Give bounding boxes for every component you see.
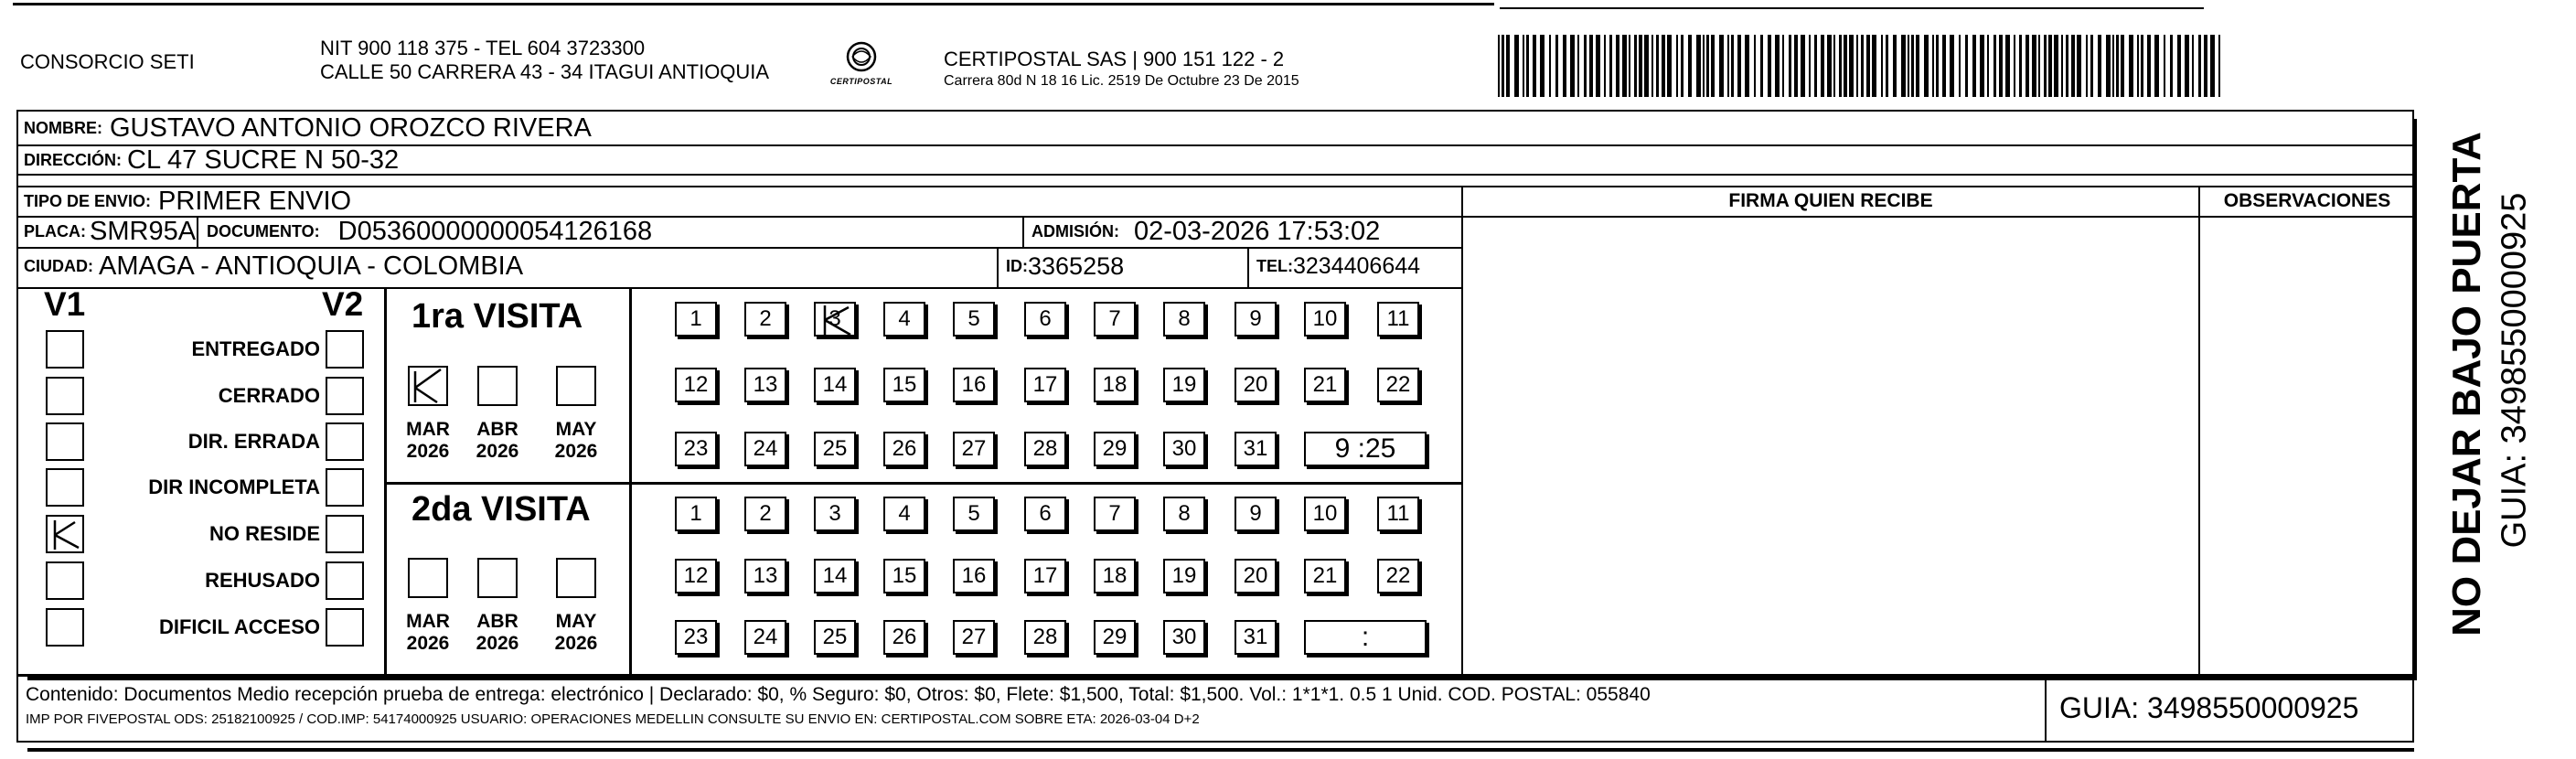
- day-number: 3: [828, 306, 841, 331]
- month-year: 2026: [476, 441, 519, 462]
- footer-frame-right: [2412, 677, 2414, 743]
- barcode-bar: [1609, 35, 1612, 97]
- row-line: [384, 482, 1461, 485]
- tipo-row: [18, 187, 351, 215]
- day-checkbox[interactable]: 29: [1094, 432, 1136, 466]
- barcode-bar: [1801, 35, 1805, 97]
- id-row: [1000, 252, 1124, 280]
- day-checkbox[interactable]: 16: [953, 368, 995, 402]
- footer-frame-left: [16, 677, 18, 743]
- row-line: [16, 186, 2414, 187]
- barcode-bar: [1932, 35, 1934, 97]
- v1-checkbox[interactable]: [46, 468, 84, 507]
- day-checkbox[interactable]: 12: [675, 368, 717, 402]
- barcode-bar: [1681, 35, 1683, 97]
- barcode-bar: [1563, 35, 1566, 97]
- barcode-bar: [1644, 35, 1649, 97]
- placa-row: [18, 218, 197, 245]
- barcode-bar: [1727, 35, 1729, 97]
- day-checkbox[interactable]: 11: [1377, 497, 1419, 531]
- col-line: [384, 287, 387, 674]
- barcode-bar: [1886, 35, 1888, 97]
- status-label: DIR. ERRADA: [187, 430, 320, 453]
- month-checkbox[interactable]: [408, 366, 448, 406]
- day-checkbox[interactable]: 11: [1377, 302, 1419, 337]
- barcode-bar: [1711, 35, 1715, 97]
- month-checkbox[interactable]: [477, 558, 518, 598]
- barcode-bar: [2154, 35, 2159, 97]
- day-checkbox[interactable]: 18: [1094, 368, 1136, 402]
- barcode-bar: [2210, 35, 2215, 97]
- id-label: ID:: [1006, 256, 1028, 275]
- barcode-bar: [2054, 35, 2058, 97]
- observaciones-header: OBSERVACIONES: [2223, 190, 2391, 211]
- day-checkbox[interactable]: 28: [1024, 620, 1066, 655]
- barcode-bar: [1596, 35, 1600, 97]
- ciudad-value: AMAGA - ANTIOQUIA - COLOMBIA: [99, 251, 524, 281]
- status-label: REHUSADO: [205, 569, 320, 592]
- barcode-bar: [1629, 35, 1630, 97]
- day-checkbox[interactable]: 16: [953, 559, 995, 593]
- month-name: MAY: [555, 611, 597, 632]
- day-checkbox[interactable]: 19: [1163, 559, 1205, 593]
- day-checkbox[interactable]: 28: [1024, 432, 1066, 466]
- barcode-bar: [1656, 35, 1659, 97]
- barcode-bar: [1872, 35, 1876, 97]
- barcode-bar: [1589, 35, 1593, 97]
- day-checkbox[interactable]: 9: [1235, 302, 1277, 337]
- v1-checkbox[interactable]: [46, 377, 84, 415]
- barcode-bar: [1809, 35, 1811, 97]
- barcode-bar: [1856, 35, 1858, 97]
- barcode-bar: [2185, 35, 2189, 97]
- day-checkbox[interactable]: [814, 302, 856, 337]
- barcode-bar: [2192, 35, 2194, 97]
- barcode-bar: [2141, 35, 2143, 97]
- month-label: [401, 419, 455, 463]
- direccion-value: CL 47 SUCRE N 50-32: [127, 144, 400, 175]
- tipo-value: PRIMER ENVIO: [158, 186, 352, 216]
- certipostal-logo: [816, 37, 907, 95]
- barcode-bar: [1924, 35, 1929, 97]
- month-checkbox[interactable]: [477, 366, 518, 406]
- footer-divider: [2045, 677, 2047, 743]
- day-checkbox[interactable]: 1: [675, 302, 717, 337]
- day-checkbox[interactable]: 14: [814, 368, 856, 402]
- month-name: MAR: [406, 611, 450, 632]
- barcode-bar: [2106, 35, 2111, 97]
- day-checkbox[interactable]: 18: [1094, 559, 1136, 593]
- barcode-bar: [1901, 35, 1906, 97]
- day-checkbox[interactable]: 25: [814, 432, 856, 466]
- day-checkbox[interactable]: 13: [744, 559, 786, 593]
- day-checkbox[interactable]: 24: [744, 432, 786, 466]
- day-checkbox[interactable]: 10: [1304, 302, 1346, 337]
- barcode-bar: [2121, 35, 2124, 97]
- day-checkbox[interactable]: 20: [1235, 559, 1277, 593]
- barcode-bar: [1794, 35, 1798, 97]
- barcode-bar: [1526, 35, 1529, 97]
- barcode-bar: [1775, 35, 1780, 97]
- day-checkbox[interactable]: 6: [1024, 302, 1066, 337]
- day-checkbox[interactable]: 27: [953, 620, 995, 655]
- direccion-row: [18, 146, 399, 174]
- month-label: [401, 611, 455, 655]
- barcode-bar: [1861, 35, 1864, 97]
- day-checkbox[interactable]: 8: [1163, 302, 1205, 337]
- barcode-bar: [1639, 35, 1642, 97]
- v2-checkbox[interactable]: [326, 561, 364, 600]
- placa-label: PLACA:: [24, 221, 86, 241]
- barcode-bar: [2218, 35, 2220, 97]
- barcode-bar: [1833, 35, 1835, 97]
- col-line: [629, 287, 632, 674]
- company-name: CONSORCIO SETI: [20, 50, 195, 73]
- ciudad-label: CIUDAD:: [24, 256, 93, 275]
- barcode-bar: [2019, 35, 2022, 97]
- bottom-rule: [27, 748, 2414, 752]
- main-frame-shadow-bottom: [27, 677, 2417, 680]
- month-name: ABR: [476, 419, 518, 440]
- barcode-bar: [1839, 35, 1842, 97]
- v2-checkbox[interactable]: [326, 608, 364, 647]
- barcode-bar: [2129, 35, 2133, 97]
- barcode-bar: [2005, 35, 2010, 97]
- barcode-bar: [1514, 35, 1519, 97]
- barcode-bar: [2044, 35, 2047, 97]
- barcode-bar: [1719, 35, 1724, 97]
- direccion-label: DIRECCIÓN:: [24, 150, 122, 169]
- tel-value: 3234406644: [1293, 252, 1421, 279]
- day-checkbox[interactable]: 21: [1304, 559, 1346, 593]
- barcode-bar: [1999, 35, 2003, 97]
- status-label: ENTREGADO: [191, 337, 320, 360]
- barcode-bar: [1731, 35, 1734, 97]
- day-checkbox[interactable]: 31: [1235, 620, 1277, 655]
- ciudad-row: [18, 252, 523, 280]
- barcode-bar: [2112, 35, 2114, 97]
- side-text-guia: GUIA: 3498550000925: [2495, 192, 2534, 549]
- barcode-bar: [1993, 35, 1996, 97]
- day-checkbox[interactable]: 2: [744, 497, 786, 531]
- barcode-bar: [1502, 35, 1504, 97]
- day-checkbox[interactable]: 17: [1024, 559, 1066, 593]
- barcode-bar: [1523, 35, 1524, 97]
- day-checkbox[interactable]: 21: [1304, 368, 1346, 402]
- day-checkbox[interactable]: 4: [883, 497, 925, 531]
- barcode-bar: [1760, 35, 1763, 97]
- nombre-row: [18, 112, 592, 144]
- barcode-bar: [2147, 35, 2151, 97]
- barcode-bar: [1782, 35, 1784, 97]
- barcode-bar: [1706, 35, 1709, 97]
- col-line: [1022, 216, 1024, 247]
- month-year: 2026: [554, 441, 598, 462]
- v2-heading: V2: [322, 285, 364, 323]
- v1-heading: V1: [44, 285, 86, 323]
- footer-line-1: Contenido: Documentos Medio recepción prueba de entrega: electrónico | Declarado: $0, % Seguro: $0, Otros: $0, Flete: $1,500, Total: $1,500. Vol.: 1*1*1. 0.5 1 Unid. COD. POSTAL: 055840: [26, 684, 1651, 705]
- barcode-bar: [1506, 35, 1510, 97]
- certipostal-line: CERTIPOSTAL SAS | 900 151 122 - 2: [944, 48, 1285, 70]
- day-checkbox[interactable]: 22: [1377, 559, 1419, 593]
- first-visit-title: 1ra VISITA: [412, 297, 583, 336]
- barcode-bar: [2137, 35, 2139, 97]
- barcode-bar: [1866, 35, 1870, 97]
- status-label: CERRADO: [218, 384, 320, 407]
- day-checkbox[interactable]: 15: [883, 559, 925, 593]
- barcode-bar: [1549, 35, 1551, 97]
- main-frame-shadow-right: [2414, 119, 2417, 680]
- nit-line: NIT 900 118 375 - TEL 604 3723300: [320, 37, 646, 59]
- barcode-bar: [1959, 35, 1961, 97]
- day-checkbox[interactable]: 26: [883, 620, 925, 655]
- barcode-bar: [2164, 35, 2165, 97]
- day-checkbox[interactable]: 24: [744, 620, 786, 655]
- second-visit-title: 2da VISITA: [412, 490, 591, 529]
- barcode-bar: [1676, 35, 1678, 97]
- barcode-bar: [1604, 35, 1606, 97]
- footer-frame-bottom: [16, 741, 2414, 743]
- day-checkbox[interactable]: 23: [675, 620, 717, 655]
- placa-value: SMR95A: [90, 216, 197, 246]
- barcode-bar: [1844, 35, 1847, 97]
- barcode-bar: [2038, 35, 2040, 97]
- day-checkbox[interactable]: 2: [744, 302, 786, 337]
- day-checkbox[interactable]: 30: [1163, 620, 1205, 655]
- barcode-bar: [2198, 35, 2201, 97]
- barcode-bar: [1577, 35, 1579, 97]
- barcode-bar: [2048, 35, 2052, 97]
- month-year: 2026: [554, 633, 598, 654]
- barcode-bar: [1965, 35, 1968, 97]
- barcode-bar: [2032, 35, 2036, 97]
- header-line-firma: [1461, 216, 2414, 218]
- barcode-bar: [2098, 35, 2101, 97]
- barcode-bar: [2116, 35, 2119, 97]
- day-checkbox[interactable]: 19: [1163, 368, 1205, 402]
- day-checkbox[interactable]: 25: [814, 620, 856, 655]
- status-label: DIR INCOMPLETA: [148, 476, 320, 498]
- day-checkbox[interactable]: 6: [1024, 497, 1066, 531]
- barcode-bar: [1827, 35, 1832, 97]
- v2-checkbox[interactable]: [326, 515, 364, 553]
- barcode-bar: [1821, 35, 1824, 97]
- barcode-bar: [2086, 35, 2088, 97]
- barcode-bar: [2071, 35, 2075, 97]
- day-checkbox[interactable]: 9: [1235, 497, 1277, 531]
- barcode-bar: [2066, 35, 2068, 97]
- month-year: 2026: [476, 633, 519, 654]
- barcode-bar: [1651, 35, 1653, 97]
- logo-text: CERTIPOSTAL: [829, 77, 893, 86]
- barcode-bar: [1703, 35, 1705, 97]
- day-checkbox[interactable]: 5: [953, 497, 995, 531]
- row-line: [16, 247, 1461, 249]
- day-checkbox[interactable]: 20: [1235, 368, 1277, 402]
- barcode: [1498, 35, 2226, 97]
- barcode-bar: [2204, 35, 2207, 97]
- col-line: [997, 247, 999, 287]
- barcode-bar: [1916, 35, 1919, 97]
- month-checkbox[interactable]: [556, 558, 596, 598]
- footer-line-2: IMP POR FIVEPOSTAL ODS: 25182100925 / COD.IMP: 54174000925 USUARIO: OPERACIONES MEDELLIN CONSULTE SU ENVIO EN: CERTIPOSTAL.COM SOBRE ETA: 2026-03-04 D+2: [26, 711, 1200, 727]
- barcode-bar: [1662, 35, 1665, 97]
- second-visit-time[interactable]: :: [1304, 620, 1427, 655]
- barcode-bar: [1533, 35, 1536, 97]
- barcode-bar: [1584, 35, 1587, 97]
- barcode-bar: [1754, 35, 1756, 97]
- day-checkbox[interactable]: 29: [1094, 620, 1136, 655]
- admision-value: 02-03-2026 17:53:02: [1134, 216, 1381, 246]
- barcode-bar: [2026, 35, 2029, 97]
- status-label: DIFICIL ACCESO: [158, 615, 320, 638]
- barcode-bar: [1972, 35, 1976, 97]
- barcode-bar: [2170, 35, 2173, 97]
- barcode-bar: [1936, 35, 1939, 97]
- barcode-bar: [1616, 35, 1619, 97]
- documento-label: DOCUMENTO:: [207, 221, 320, 241]
- v1-checkbox[interactable]: [46, 561, 84, 600]
- barcode-bar: [1849, 35, 1854, 97]
- barcode-bar: [1789, 35, 1791, 97]
- month-year: 2026: [406, 633, 450, 654]
- v2-checkbox[interactable]: [326, 468, 364, 507]
- address-line: CALLE 50 CARRERA 43 - 34 ITAGUI ANTIOQUIA: [320, 60, 770, 83]
- day-checkbox[interactable]: 31: [1235, 432, 1277, 466]
- barcode-bar: [1737, 35, 1741, 97]
- barcode-bar: [1911, 35, 1914, 97]
- top-rule: [13, 3, 1494, 5]
- month-label: [549, 419, 604, 463]
- barcode-bar: [1555, 35, 1558, 97]
- month-checkbox[interactable]: [556, 366, 596, 406]
- v2-checkbox[interactable]: [326, 377, 364, 415]
- day-checkbox[interactable]: 14: [814, 559, 856, 593]
- day-checkbox[interactable]: 10: [1304, 497, 1346, 531]
- barcode-bar: [1688, 35, 1692, 97]
- day-checkbox[interactable]: 13: [744, 368, 786, 402]
- barcode-bar: [1893, 35, 1897, 97]
- day-checkbox[interactable]: 26: [883, 432, 925, 466]
- day-checkbox[interactable]: 7: [1094, 497, 1136, 531]
- barcode-bar: [1622, 35, 1627, 97]
- month-name: MAR: [406, 419, 450, 440]
- day-checkbox[interactable]: 5: [953, 302, 995, 337]
- barcode-bar: [1570, 35, 1575, 97]
- barcode-bar: [1881, 35, 1883, 97]
- nombre-value: GUSTAVO ANTONIO OROZCO RIVERA: [110, 113, 592, 143]
- first-visit-time[interactable]: 9 :25: [1304, 432, 1427, 466]
- barcode-bar: [1950, 35, 1954, 97]
- barcode-bar: [1745, 35, 1749, 97]
- tipo-label: TIPO DE ENVIO:: [24, 191, 152, 210]
- license-line: Carrera 80d N 18 16 Lic. 2519 De Octubre 23 De 2015: [944, 73, 1299, 89]
- barcode-bar: [1498, 35, 1500, 97]
- documento-value: D05360000000054126168: [337, 216, 653, 246]
- day-checkbox[interactable]: 4: [883, 302, 925, 337]
- col-line: [1247, 247, 1249, 287]
- barcode-bar: [2090, 35, 2093, 97]
- admision-label: ADMISIÓN:: [1031, 221, 1119, 241]
- barcode-bar: [1942, 35, 1946, 97]
- day-checkbox[interactable]: 12: [675, 559, 717, 593]
- month-name: ABR: [476, 611, 518, 632]
- day-checkbox[interactable]: 8: [1163, 497, 1205, 531]
- status-label: NO RESIDE: [208, 522, 320, 545]
- month-year: 2026: [406, 441, 450, 462]
- documento-row: [201, 218, 652, 245]
- top-rule-right: [1500, 7, 2204, 9]
- side-text-main: NO DEJAR BAJO PUERTA: [2444, 132, 2489, 636]
- barcode-bar: [1908, 35, 1909, 97]
- barcode-bar: [2177, 35, 2181, 97]
- v1-checkbox[interactable]: [46, 422, 84, 461]
- v1-checkbox[interactable]: [46, 330, 84, 369]
- day-checkbox[interactable]: 23: [675, 432, 717, 466]
- v1-checkbox[interactable]: [46, 608, 84, 647]
- v2-checkbox[interactable]: [326, 422, 364, 461]
- day-checkbox[interactable]: 15: [883, 368, 925, 402]
- month-label: [470, 419, 525, 463]
- col-line: [1461, 186, 1463, 674]
- barcode-bar: [2077, 35, 2081, 97]
- footer-guia: GUIA: 3498550000925: [2059, 691, 2359, 724]
- day-checkbox[interactable]: 3: [814, 497, 856, 531]
- barcode-bar: [1667, 35, 1672, 97]
- barcode-bar: [1980, 35, 1984, 97]
- v1-checkbox[interactable]: [46, 515, 84, 553]
- col-line: [2198, 186, 2200, 674]
- row-line: [16, 674, 2414, 677]
- day-checkbox[interactable]: 30: [1163, 432, 1205, 466]
- v2-checkbox[interactable]: [326, 330, 364, 369]
- barcode-bar: [1634, 35, 1637, 97]
- firma-header: FIRMA QUIEN RECIBE: [1728, 190, 1933, 211]
- barcode-bar: [1540, 35, 1545, 97]
- month-checkbox[interactable]: [408, 558, 448, 598]
- barcode-bar: [1814, 35, 1817, 97]
- col-line: [197, 216, 198, 247]
- barcode-bar: [2014, 35, 2015, 97]
- day-checkbox[interactable]: 27: [953, 432, 995, 466]
- day-checkbox[interactable]: 7: [1094, 302, 1136, 337]
- barcode-bar: [1987, 35, 1989, 97]
- tel-label: TEL:: [1256, 256, 1293, 275]
- admision-row: [1026, 218, 1380, 245]
- nombre-label: NOMBRE:: [24, 119, 102, 137]
- day-checkbox[interactable]: 22: [1377, 368, 1419, 402]
- day-checkbox[interactable]: 17: [1024, 368, 1066, 402]
- row-line: [16, 287, 1461, 289]
- id-value: 3365258: [1028, 251, 1125, 280]
- check-mark-icon: [816, 304, 856, 343]
- tel-row: [1251, 252, 1420, 280]
- month-name: MAY: [555, 419, 597, 440]
- barcode-bar: [1768, 35, 1771, 97]
- barcode-bar: [2061, 35, 2063, 97]
- month-label: [549, 611, 604, 655]
- day-checkbox[interactable]: 1: [675, 497, 717, 531]
- barcode-bar: [1696, 35, 1701, 97]
- month-label: [470, 611, 525, 655]
